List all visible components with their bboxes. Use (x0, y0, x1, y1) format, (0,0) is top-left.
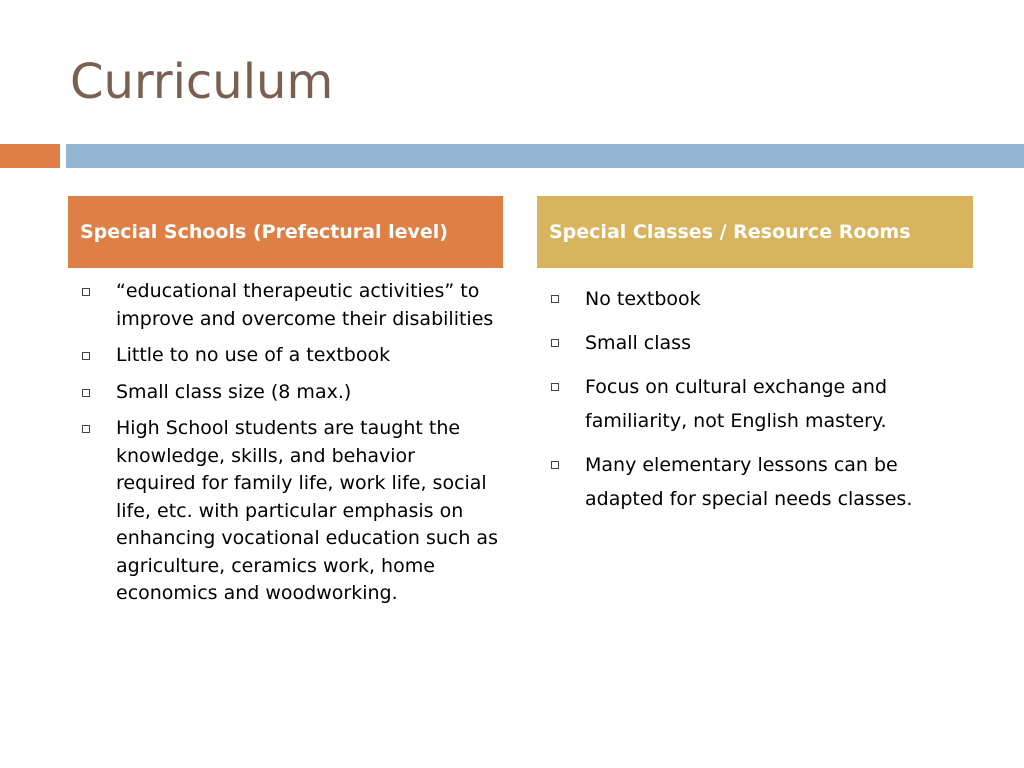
left-column-header: Special Schools (Prefectural level) (68, 196, 503, 268)
bullet-text: “educational therapeutic activities” to improve and overcome their disabilities (116, 280, 494, 330)
bullet-text: Little to no use of a textbook (116, 344, 391, 366)
square-bullet-icon (551, 339, 559, 347)
bullet-text: High School students are taught the knowledge, skills, and behavior required for family life, work life, social life, etc. with particular emphasis on enhancing vocational education such as agriculture, ceramics work, home economics and woodworking. (116, 417, 498, 604)
list-item (549, 326, 969, 360)
list-item (80, 379, 500, 407)
right-column-bullet-list (549, 282, 969, 526)
list-item (80, 342, 500, 370)
bullet-text: No textbook (585, 288, 701, 310)
bullet-text: Focus on cultural exchange and familiarity, not English mastery. (585, 376, 888, 432)
list-item (80, 278, 500, 333)
accent-bar-orange (0, 144, 60, 168)
list-item (549, 282, 969, 316)
bullet-text: Many elementary lessons can be adapted for special needs classes. (585, 454, 913, 510)
list-item (549, 448, 969, 516)
square-bullet-icon (82, 352, 90, 360)
square-bullet-icon (82, 425, 90, 433)
square-bullet-icon (551, 295, 559, 303)
bullet-text: Small class (585, 332, 691, 354)
square-bullet-icon (551, 383, 559, 391)
left-column-bullet-list (80, 278, 500, 617)
slide-title: Curriculum (70, 54, 334, 110)
right-column-header: Special Classes / Resource Rooms (537, 196, 973, 268)
square-bullet-icon (82, 389, 90, 397)
list-item (549, 370, 969, 438)
list-item (80, 415, 500, 608)
accent-bar-blue (66, 144, 1024, 168)
bullet-text: Small class size (8 max.) (116, 380, 352, 403)
square-bullet-icon (82, 288, 90, 296)
square-bullet-icon (551, 461, 559, 469)
